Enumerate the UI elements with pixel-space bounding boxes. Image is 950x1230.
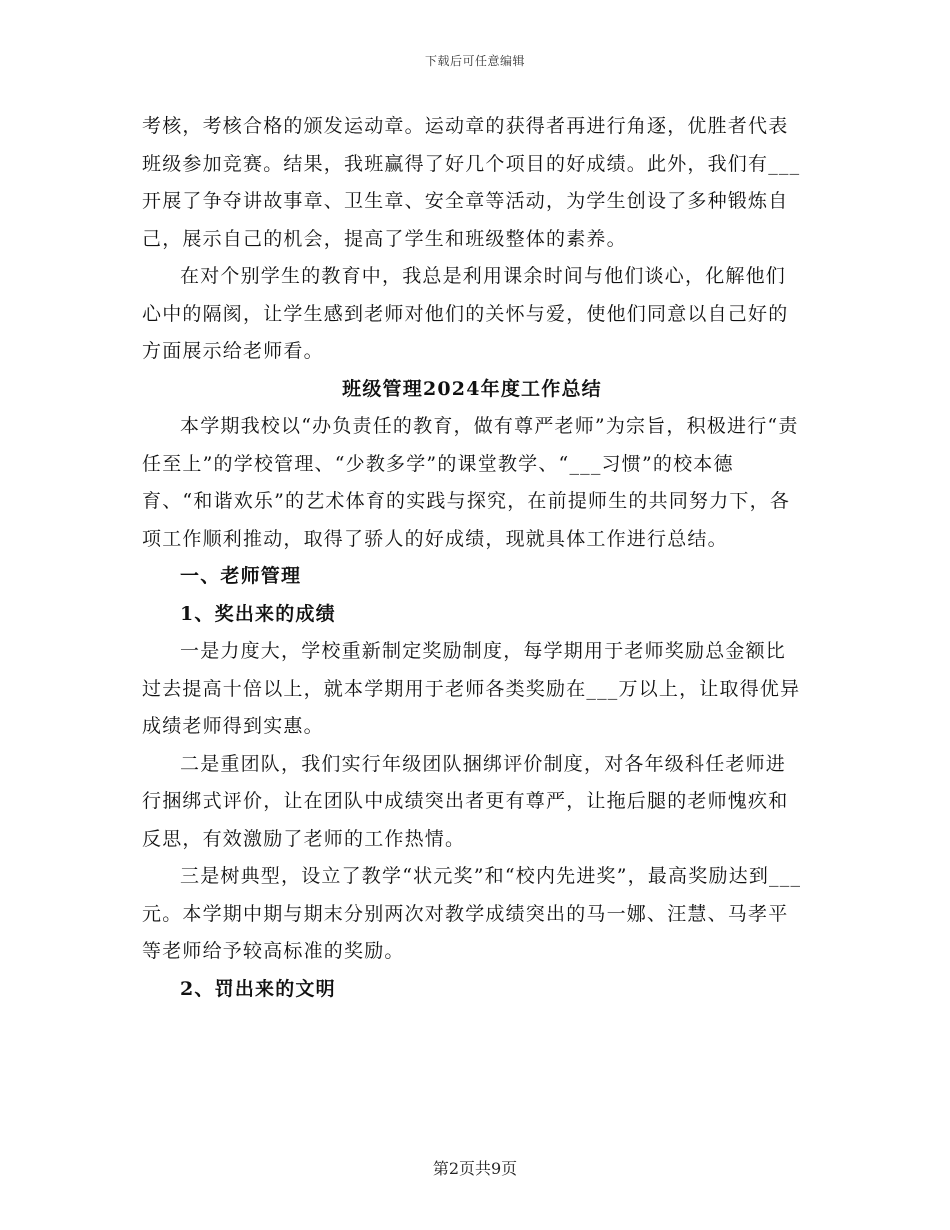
subheading-rewards: 1、奖出来的成绩	[180, 602, 336, 625]
paragraph-3: 本学期我校以“办负责任的教育，做有尊严老师”为宗旨，积极进行“责任至上”的学校管理、“少教多学”的课堂教学、“___习惯”的校本德育、“和谐欢乐”的艺术体育的实践与探究，在前提师生的共同努力下，各项工作顺利推动，取得了骄人的好成绩，现就具体工作进行总结。	[142, 415, 799, 550]
page-footer-number: 第2页共9页	[432, 1159, 518, 1178]
paragraph-1: 考核，考核合格的颁发运动章。运动章的获得者再进行角逐，优胜者代表班级参加竞赛。结果，我班赢得了好几个项目的好成绩。此外，我们有___开展了争夺讲故事章、卫生章、安全章等活动，为学生创设了多种锻炼自己，展示自己的机会，提高了学生和班级整体的素养。	[142, 115, 801, 250]
document-body	[142, 108, 802, 1008]
paragraph-4: 一是力度大，学校重新制定奖励制度，每学期用于老师奖励总金额比过去提高十倍以上，就本学期用于老师各类奖励在___万以上，让取得优异成绩老师得到实惠。	[142, 640, 801, 737]
subheading-penalties: 2、罚出来的文明	[180, 977, 336, 1000]
page-header-note: 下载后可任意编辑	[424, 54, 525, 68]
document-title: 班级管理2024年度工作总结	[342, 377, 602, 400]
section-heading-teacher-management: 一、老师管理	[180, 565, 302, 587]
paragraph-2: 在对个别学生的教育中，我总是利用课余时间与他们谈心，化解他们心中的隔阂，让学生感到老师对他们的关怀与爱，使他们同意以自己好的方面展示给老师看。	[142, 265, 789, 362]
paragraph-6: 三是树典型，设立了教学“状元奖”和“校内先进奖”，最高奖励达到___元。本学期中期与期末分别两次对教学成绩突出的马一娜、汪慧、马孝平等老师给予较高标准的奖励。	[142, 865, 802, 962]
paragraph-5: 二是重团队，我们实行年级团队捆绑评价制度，对各年级科任老师进行捆绑式评价，让在团队中成绩突出者更有尊严，让拖后腿的老师愧疚和反思，有效激励了老师的工作热情。	[142, 752, 789, 850]
